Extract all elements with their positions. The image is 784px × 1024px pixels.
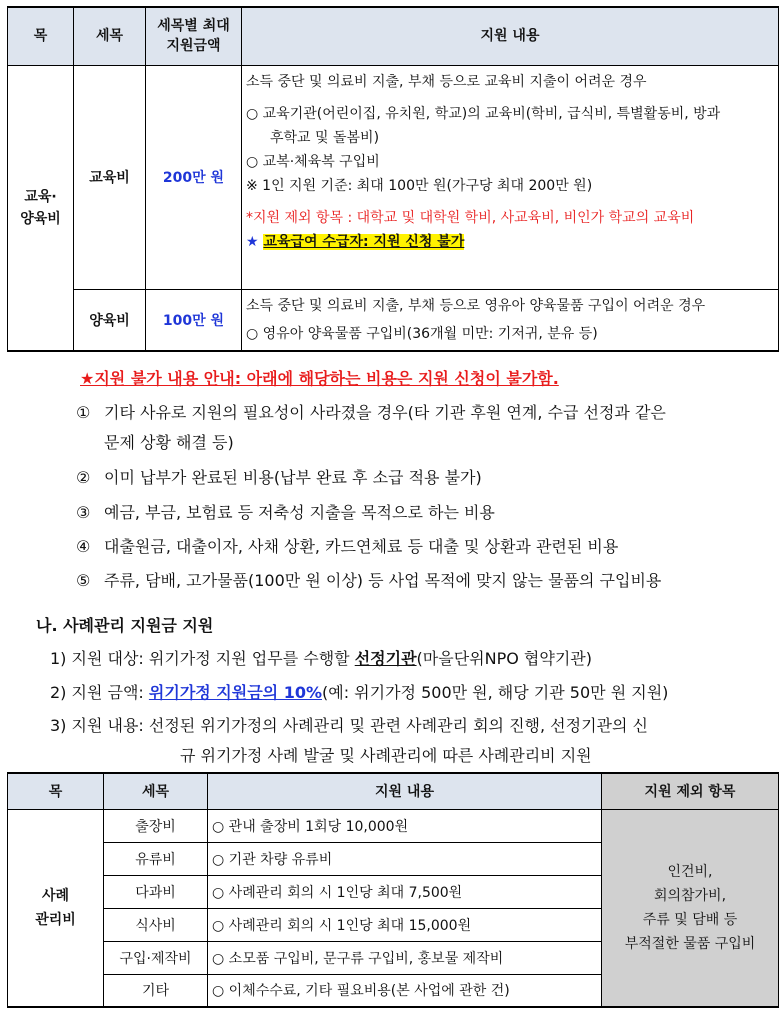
subcategory-cell: 다과비 (104, 875, 208, 908)
section-line-continuation: 규 위기가정 사례 발굴 및 사례관리에 따른 사례관리비 지원 (180, 746, 592, 765)
table-row (8, 289, 779, 351)
content-cell: ○ 사례관리 회의 시 1인당 최대 15,000원 (208, 908, 602, 941)
header-support-content: 지원 내용 (208, 773, 602, 809)
table2-header-row (8, 773, 779, 809)
highlighted-note: 교육급여 수급자: 지원 신청 불가 (263, 233, 465, 250)
eligibility-note (246, 230, 772, 254)
subcategory-cell: 기타 (104, 974, 208, 1007)
line-emphasis: 선정기관 (354, 649, 417, 668)
subcategory-cell: 양육비 (74, 289, 146, 351)
header-category: 목 (8, 773, 104, 809)
header-max-amount-text: 세목별 최대 지원금액 (157, 18, 230, 55)
star-icon: ★ (246, 233, 259, 250)
condition-text: 소득 중단 및 의료비 지출, 부채 등으로 영유아 양육물품 구입이 어려운 경우 (246, 297, 706, 314)
subcategory-cell: 유류비 (104, 842, 208, 875)
support-content-cell (242, 289, 779, 351)
header-exclusions: 지원 제외 항목 (602, 773, 779, 809)
line-emphasis: 위기가정 지원금의 10% (148, 683, 322, 702)
line-text: (예: 위기가정 500만 원, 해당 기관 50만 원 지원) (322, 683, 669, 702)
list-item (76, 465, 482, 488)
subcategory-cell: 출장비 (104, 809, 208, 842)
list-item: ○ 교복·체육복 구입비 (246, 153, 380, 170)
item-number: ④ (76, 537, 91, 556)
section-line (50, 646, 592, 669)
item-text: 대출원금, 대출이자, 사채 상환, 카드연체료 등 대출 및 상환과 관련된 비용 (104, 537, 619, 556)
category-cell (8, 809, 104, 1007)
header-max-amount (146, 7, 242, 65)
table-row (8, 809, 779, 842)
table-row (8, 65, 779, 289)
education-support-table (7, 6, 779, 352)
line-text: 1) 지원 대상: 위기가정 지원 업무를 수행할 (50, 649, 355, 668)
section-line (50, 680, 668, 703)
header-subcategory: 세목 (74, 7, 146, 65)
line-text: 2) 지원 금액: (50, 683, 149, 702)
content-cell: ○ 소모품 구입비, 문구류 구입비, 홍보물 제작비 (208, 941, 602, 974)
max-amount-cell: 200만 원 (146, 65, 242, 289)
exclusions-cell (602, 809, 779, 1007)
condition-text: 소득 중단 및 의료비 지출, 부채 등으로 교육비 지출이 어려운 경우 (246, 73, 647, 90)
content-cell: ○ 기관 차량 유류비 (208, 842, 602, 875)
subcategory-cell: 교육비 (74, 65, 146, 289)
list-item (76, 568, 661, 591)
header-support-content: 지원 내용 (242, 7, 779, 65)
category-cell (8, 65, 74, 351)
list-item-continuation: 문제 상황 해결 등) (104, 433, 234, 452)
category-label: 교육· 양육비 (20, 188, 61, 227)
content-cell: ○ 이체수수료, 기타 필요비용(본 사업에 관한 건) (208, 974, 602, 1007)
item-text: 주류, 담배, 고가물품(100만 원 이상) 등 사업 목적에 맞지 않는 물품의 구입비용 (104, 571, 662, 590)
item-number: ⑤ (76, 571, 91, 590)
section-title: 나. 사례관리 지원금 지원 (36, 616, 214, 635)
list-item: ※ 1인 지원 기준: 최대 100만 원(가구당 최대 200만 원) (246, 177, 593, 194)
section-line: 3) 지원 내용: 선정된 위기가정의 사례관리 및 관련 사례관리 회의 진행, 선정기관의 신 (50, 716, 648, 735)
list-item (76, 400, 666, 423)
header-category: 목 (8, 7, 74, 65)
case-management-table (7, 772, 779, 1008)
item-number: ③ (76, 503, 91, 522)
list-item (76, 534, 618, 557)
item-number: ① (76, 403, 91, 422)
item-text: 이미 납부가 완료된 비용(납부 완료 후 소급 적용 불가) (104, 468, 482, 487)
subcategory-cell: 구입·제작비 (104, 941, 208, 974)
restriction-notice: ★지원 불가 내용 안내: 아래에 해당하는 비용은 지원 신청이 불가함. (80, 369, 559, 388)
line-text: (마을단위NPO 협약기관) (416, 649, 592, 668)
list-item: ○ 영유아 양육물품 구입비(36개월 미만: 기저귀, 분유 등) (246, 325, 598, 342)
category-label: 사례 관리비 (35, 887, 76, 928)
item-number: ② (76, 468, 91, 487)
exclusion-text: *지원 제외 항목 : 대학교 및 대학원 학비, 사교육비, 비인가 학교의 교육비 (246, 209, 695, 226)
exclusions-text: 인건비, 회의참가비, 주류 및 담배 등 부적절한 물품 구입비 (624, 863, 756, 952)
table1-header-row (8, 7, 779, 65)
list-item: ○ 교육기관(어린이집, 유치원, 학교)의 교육비(학비, 급식비, 특별활동비, 방과 (246, 105, 721, 122)
support-content-cell (242, 65, 779, 289)
content-cell: ○ 사례관리 회의 시 1인당 최대 7,500원 (208, 875, 602, 908)
list-item: 후학교 및 돌봄비) (270, 129, 380, 146)
item-text: 예금, 부금, 보험료 등 저축성 지출을 목적으로 하는 비용 (104, 503, 495, 522)
content-cell: ○ 관내 출장비 1회당 10,000원 (208, 809, 602, 842)
max-amount-cell: 100만 원 (146, 289, 242, 351)
list-item (76, 500, 495, 523)
header-subcategory: 세목 (104, 773, 208, 809)
subcategory-cell: 식사비 (104, 908, 208, 941)
item-text: 기타 사유로 지원의 필요성이 사라졌을 경우(타 기관 후원 연계, 수급 선정과 같은 (104, 403, 666, 422)
